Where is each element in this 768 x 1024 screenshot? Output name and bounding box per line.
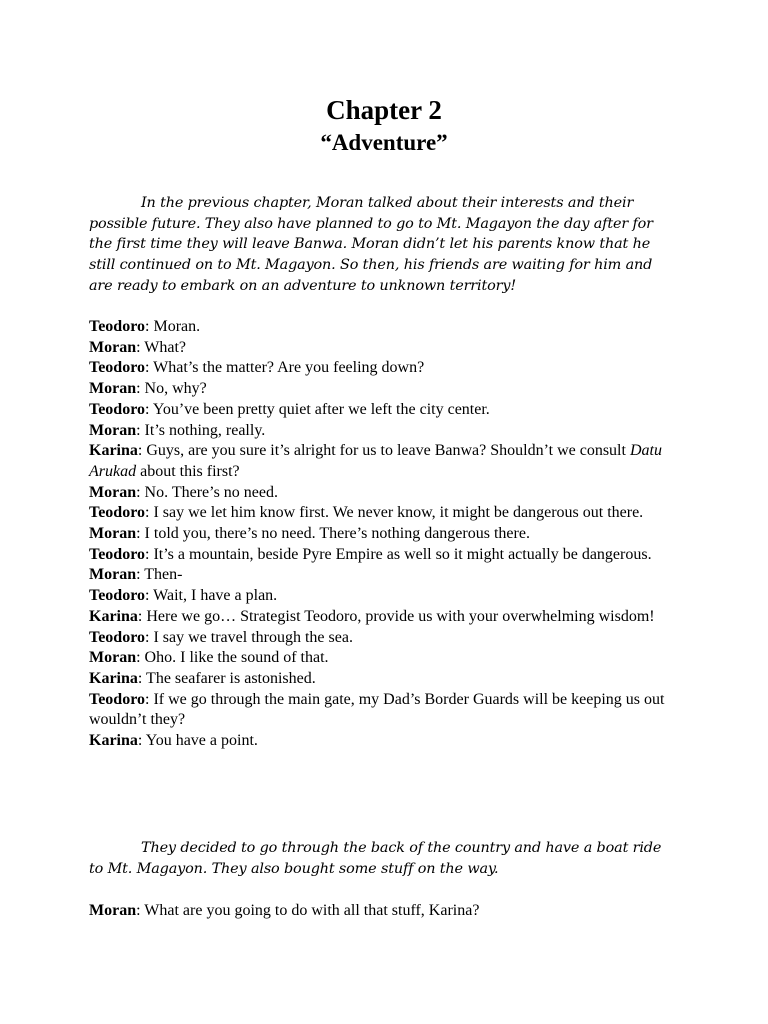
dialogue-line	[89, 669, 679, 690]
dialogue-text: : Moran.	[145, 318, 201, 335]
speaker-name: Moran	[89, 525, 137, 543]
open-quote: “	[320, 130, 332, 155]
speaker-name: Moran	[89, 649, 137, 667]
speaker-name: Teodoro	[89, 545, 146, 563]
chapter-title: Chapter 2	[326, 95, 442, 125]
dialogue-line	[89, 524, 679, 545]
dialogue-text: : Then-	[136, 566, 183, 584]
speaker-name: Moran	[89, 421, 137, 439]
dialogue-text: : I say we let him know first. We never know, it might be dangerous out there.	[145, 504, 644, 522]
dialogue-text: : It’s a mountain, beside Pyre Empire as well so it might actually be dangerous.	[145, 545, 652, 563]
dialogue-text: : Oho. I like the sound of that.	[136, 649, 329, 667]
dialogue-line	[89, 421, 679, 442]
dialogue-line	[89, 731, 679, 752]
dialogue-text: : What?	[136, 338, 187, 356]
dialogue-text-continued: about this first?	[136, 462, 240, 480]
dialogue-text: : If we go through the main gate, my Dad’s Border Guards will be keeping us out wouldn’t they?	[89, 690, 665, 729]
speaker-name: Teodoro	[89, 690, 146, 708]
dialogue-line	[89, 358, 679, 379]
dialogue-text: : What are you going to do with all that stuff, Karina?	[136, 902, 480, 919]
dialogue-text: : I told you, there’s no need. There’s nothing dangerous there.	[136, 525, 530, 543]
dialogue-line	[89, 607, 679, 628]
dialogue-line	[89, 690, 679, 731]
dialogue-text: : You have a point.	[137, 732, 258, 750]
dialogue-text: : No. There’s no need.	[136, 483, 278, 501]
speaker-name: Teodoro	[89, 504, 146, 522]
speaker-name: Moran	[89, 380, 137, 398]
dialogue-text: : The seafarer is astonished.	[137, 669, 316, 687]
dialogue-text: : I say we travel through the sea.	[145, 628, 353, 646]
speaker-name: Teodoro	[89, 400, 146, 418]
dialogue-text: : It’s nothing, really.	[136, 421, 266, 439]
speaker-name: Teodoro	[89, 318, 146, 335]
dialogue-line	[89, 338, 679, 359]
dialogue-line	[89, 503, 679, 524]
chapter-subtitle	[0, 127, 768, 159]
narration-paragraph: They decided to go through the back of the country and have a boat ride to Mt. Magayon. They also bought some stuff on the way.	[89, 840, 662, 877]
speaker-name: Karina	[89, 607, 138, 625]
speaker-name: Moran	[89, 338, 137, 356]
speaker-name: Karina	[89, 442, 138, 460]
dialogue-line	[89, 565, 679, 586]
dialogue-text: : You’ve been pretty quiet after we left the city center.	[145, 400, 490, 418]
speaker-name: Karina	[89, 732, 138, 750]
dialogue-line	[89, 545, 679, 566]
dialogue-line	[89, 400, 679, 421]
speaker-name: Moran	[89, 902, 137, 919]
speaker-name: Karina	[89, 669, 138, 687]
dialogue-text: : Guys, are you sure it’s alright for us to leave Banwa? Shouldn’t we consult	[137, 442, 630, 460]
chapter-subtitle-text: Adventure	[331, 130, 437, 155]
dialogue-line	[89, 483, 679, 504]
dialogue-line-final	[89, 901, 679, 922]
dialogue-text: : Wait, I have a plan.	[145, 587, 278, 605]
dialogue-block	[89, 317, 679, 752]
dialogue-line	[89, 628, 679, 649]
speaker-name: Moran	[89, 566, 137, 584]
speaker-name: Teodoro	[89, 359, 146, 377]
speaker-name: Teodoro	[89, 587, 146, 605]
dialogue-line	[89, 317, 679, 338]
dialogue-line	[89, 441, 679, 482]
dialogue-text: : No, why?	[136, 380, 207, 398]
dialogue-line	[89, 648, 679, 669]
speaker-name: Teodoro	[89, 628, 146, 646]
datu-name: Datu Arukad	[89, 442, 662, 480]
dialogue-text: : What’s the matter? Are you feeling down?	[145, 359, 425, 377]
intro-paragraph: In the previous chapter, Moran talked about their interests and their possible future. They also have planned to go to Mt. Magayon the day after for the first time they will leave Banwa. Moran didn’t let his parents know that he still continued on to Mt. Magayon. So then, his friends are waiting for him and are ready to embark on an adventure to unknown territory!	[89, 195, 653, 294]
close-quote: ”	[436, 130, 448, 155]
dialogue-text: : Here we go… Strategist Teodoro, provide us with your overwhelming wisdom!	[137, 607, 655, 625]
dialogue-line	[89, 379, 679, 400]
dialogue-line	[89, 586, 679, 607]
speaker-name: Moran	[89, 483, 137, 501]
